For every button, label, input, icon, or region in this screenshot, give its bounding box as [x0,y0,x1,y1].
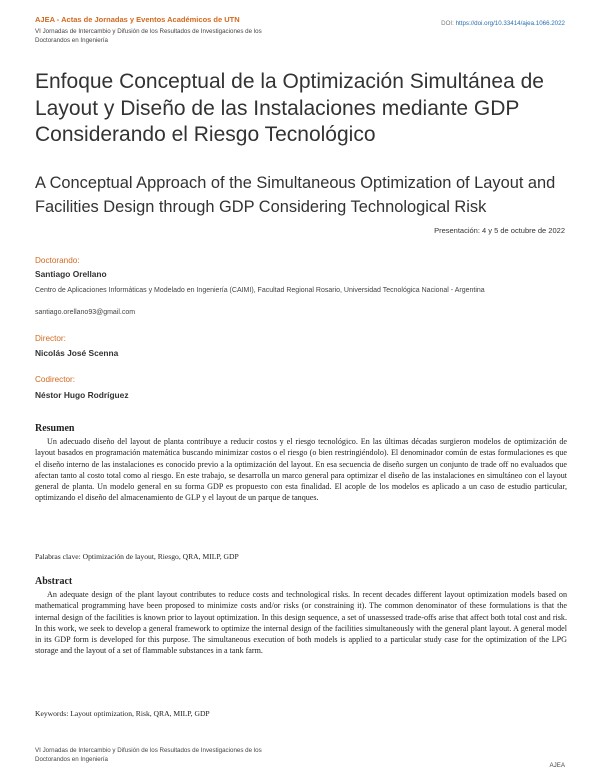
title-english: A Conceptual Approach of the Simultaneous Optimization of Layout and Facilities Design through GDP Considering Technological Risk [35,174,556,216]
doi-label: DOI: [441,20,454,27]
event-subtitle: VI Jornadas de Intercambio y Difusión de los Resultados de Investigaciones de los Doctorandos en Ingeniería [35,28,262,44]
resumen-paragraph: Un adecuado diseño del layout de planta contribuye a reducir costos y el riesgo tecnológico. En las últimas décadas surgieron modelos de optimización de layout basados en programación matemática buscando minimizar costos o el riesgo (o bien restringiéndolo). El denominador común de estas formulaciones es que el diseño interno de las instalaciones es conocido previo a la optimización del layout. En esa secuencia de diseño surgen un conjunto de trade off no evaluados que afectan tanto al costo total como al riesgo. En este trabajo, se desarrolla un marco general para optimizar el diseño de las instalaciones en simultáneo con el layout general de planta. Un modelo general en su forma GDP es propuesto con esta finalidad. El acople de los modelos es aplicado a un caso de estudio particular, optimizando el diseño del almacenamiento de GLP y el layout de un parque de tanques. [35,437,567,503]
codirector-label: Codirector: [35,375,76,384]
director-label: Director: [35,334,66,343]
codirector-name: Néstor Hugo Rodríguez [35,390,129,400]
abstract-keywords: Keywords: Layout optimization, Risk, QRA, MILP, GDP [35,709,210,718]
abstract-heading: Abstract [35,576,73,587]
resumen-heading: Resumen [35,423,75,434]
abstract-text [35,589,567,657]
title-spanish: Enfoque Conceptual de la Optimización Simultánea de Layout y Diseño de las Instalaciones mediante GDP Considerando el Riesgo Tecnológico [35,70,544,146]
doctorando-label: Doctorando: [35,256,80,265]
presentation-date: Presentación: 4 y 5 de octubre de 2022 [434,226,565,235]
doi-link[interactable]: https://doi.org/10.33414/ajea.1066.2022 [455,20,565,27]
doctorando-affiliation: Centro de Aplicaciones Informáticas y Modelado en Ingeniería (CAIMI), Facultad Regional Rosario, Universidad Tecnológica Nacional - Argentina [35,287,485,294]
doi [441,20,565,27]
footer-event: VI Jornadas de Intercambio y Difusión de los Resultados de Investigaciones de los Doctorandos en Ingeniería [35,747,262,763]
resumen-text [35,436,567,504]
doctorando-name: Santiago Orellano [35,269,107,279]
journal-name: AJEA - Actas de Jornadas y Eventos Académicos de UTN [35,15,240,24]
director-name: Nicolás José Scenna [35,348,119,358]
resumen-keywords: Palabras clave: Optimización de layout, Riesgo, QRA, MILP, GDP [35,552,239,561]
doctorando-email[interactable]: santiago.orellano93@gmail.com [35,309,136,316]
footer-journal: AJEA [549,762,565,769]
abstract-paragraph: An adequate design of the plant layout contributes to reduce costs and technological risks. In recent decades different layout optimization models based on mathematical programming have been proposed to minimize costs and/or risks (or constraining it). The common denominator of these formulations is that the internal design of the facilities is known prior to layout optimization. In this design sequence, a set of unassessed trade-offs arise that affect both total cost and risk. In this work, we seek to develop a general framework to optimize the internal design of the facilities simultaneously with the general plant layout. A general model in its GDP form is developed for this purpose. The simultaneous execution of both models is applied to a particular study case for the optimization of the LPG storage and the layout of a set of flammable substances in a tank farm. [35,590,567,656]
